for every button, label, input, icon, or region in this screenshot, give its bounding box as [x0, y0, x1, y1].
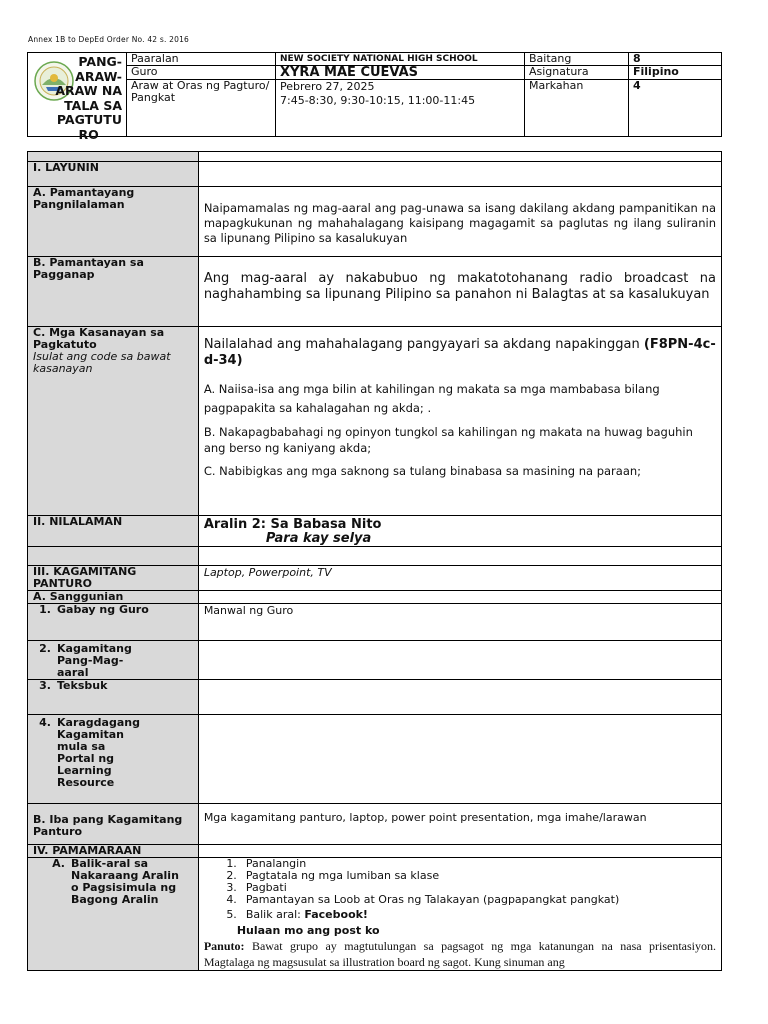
school-label: Paaralan — [127, 53, 276, 66]
karagdagan-cell: 4. Karagdagang Kagamitan mula sa Portal ng Learning Resource — [28, 715, 199, 804]
header-table — [27, 52, 722, 142]
iba-cell — [28, 804, 199, 845]
nilalaman-title: Aralin 2: Sa Babasa Nito — [203, 517, 382, 532]
step-item: Panalangin — [245, 857, 307, 870]
kasanayan-c: C. Nabibigkas ang mga saknong sa tulang binabasa sa masining na paraan; — [203, 464, 642, 478]
sanggunian-label: A. Sanggunian — [28, 591, 199, 604]
document-title: PANG- ARAW- ARAW NA TALA SA PAGTUTU RO — [55, 54, 122, 142]
layunin-label: I. LAYUNIN — [28, 162, 199, 187]
kasanayan-b: B. Nakapagbabahagi ng opinyon tungkol sa kahilingan ng makata na huwag baguhin ang berso ng kaniyang akda; — [203, 425, 693, 455]
kagamitan-text: Laptop, Powerpoint, TV — [203, 566, 332, 579]
pagganap-text: Ang mag-aaral ay nakabubuo ng makatotohanang radio broadcast na naghahambing sa lipunang Pilipino sa panahon ni Balagtas at sa kasalukuyan — [203, 271, 716, 302]
step-item: Pagtatala ng mga lumiban sa klase — [245, 869, 440, 882]
teksbuk-label: Teksbuk — [57, 679, 108, 692]
step-item-balik-aral: Balik aral: Facebook! — [245, 908, 368, 921]
pamantayang-text: Naipamamalas ng mag-aaral ang pag-unawa sa isang dakilang akdang pampanitikan na mapagkukunan ng mahahalagang kaisipang magagamit sa paglutas ng ilang suliranin sa lipunang Pilipino sa kasalukuyan — [203, 201, 716, 245]
karagdagan-label: Karagdagang Kagamitan mula sa Portal ng Learning Resource — [57, 716, 140, 789]
nilalaman-sub: Para kay selya — [265, 531, 372, 546]
iba-label: B. Iba pang Kagamitang Panturo — [33, 813, 183, 838]
balik-cell: A. Balik-aral sa Nakaraang Aralin o Pagsisimula ng Bagong Aralin — [28, 858, 199, 971]
step-item: Pamantayan sa Loob at Oras ng Talakayan (pagpapangkat pangkat) — [245, 893, 620, 906]
step-item: Pagbati — [245, 881, 287, 894]
pagganap-label: B. Pamantayan sa Pagganap — [28, 257, 199, 327]
nilalaman-label: II. NILALAMAN — [28, 516, 199, 547]
quarter-value: 4 — [629, 80, 722, 137]
grade-value: 8 — [629, 53, 722, 66]
kasanayan-main: Nailalahad ang mahahalagang pangyayari sa akdang napakinggan (F8PN-4c-d-34) — [203, 337, 716, 368]
iba-text: Mga kagamitang panturo, laptop, power point presentation, mga imahe/larawan — [203, 811, 647, 824]
kagamitan-label: III. KAGAMITANG PANTURO — [28, 566, 199, 591]
pamamaraan-label: IV. PAMAMARAAN — [28, 845, 199, 858]
time-value: 7:45-8:30, 9:30-10:15, 11:00-11:45 — [280, 94, 476, 107]
date-time-cell — [276, 80, 525, 137]
subject-label: Asignatura — [525, 66, 629, 80]
lesson-plan-table — [27, 151, 722, 971]
pang-mag-aaral-label: Kagamitang Pang-Mag-aaral — [57, 642, 132, 679]
school-value: NEW SOCIETY NATIONAL HIGH SCHOOL — [276, 53, 525, 66]
teacher-label: Guro — [127, 66, 276, 80]
panuto-text: Panuto: Bawat grupo ay magtutulungan sa pagsagot ng mga katanungan na nasa prisentasiyon. Magtalaga ng magsusulat sa illustration board ng sagot. Kung sinuman ang — [203, 939, 717, 969]
subject-value: Filipino — [629, 66, 722, 80]
hulaan-text: Hulaan mo ang post ko — [236, 924, 380, 937]
pamamaraan-content: 1. Panalangin 2. Pagtatala ng mga lumiban sa klase 3. Pagbati 4. Pamantayan sa Loob at Oras ng Talakayan (pagpapangkat pangkat) 5. Balik aral: Facebook! Hulaan mo ang post ko Panuto: Bawat grupo ay magtutulungan sa pagsagot ng mga katanungan na nasa prisentasiyon. Magtalaga ng magsusulat sa illustration board ng sagot. Kung sinuman ang — [198, 858, 721, 971]
gabay-text: Manwal ng Guro — [203, 604, 294, 617]
grade-label: Baitang — [525, 53, 629, 66]
date-value: Pebrero 27, 2025 — [280, 80, 375, 93]
title-cell — [28, 53, 127, 142]
kasanayan-a: A. Naiisa-isa ang mga bilin at kahilingan ng makata sa mga mambabasa bilang pagpapakita sa kahalagahan ng akda; . — [203, 382, 660, 415]
teacher-value: XYRA MAE CUEVAS — [276, 66, 525, 80]
teksbuk-cell: 3. Teksbuk — [28, 680, 199, 715]
quarter-label: Markahan — [525, 80, 629, 137]
gabay-label: Gabay ng Guro — [57, 603, 149, 616]
kasanayan-label: C. Mga Kasanayan sa Pagkatuto — [33, 326, 165, 351]
time-label: Araw at Oras ng Pagturo/ Pangkat — [127, 80, 276, 137]
pang-mag-aaral-cell: 2. Kagamitang Pang-Mag-aaral — [28, 641, 199, 680]
annex-note: Annex 1B to DepEd Order No. 42 s. 2016 — [28, 35, 190, 44]
pamantayang-label: A. Pamantayang Pangnilalaman — [28, 187, 199, 257]
kasanayan-cell — [28, 327, 199, 516]
gabay-cell: 1. Gabay ng Guro — [28, 604, 199, 641]
kasanayan-sub: Isulat ang code sa bawat kasanayan — [33, 350, 171, 375]
balik-label: Balik-aral sa Nakaraang Aralin o Pagsisimula ng Bagong Aralin — [71, 857, 179, 906]
